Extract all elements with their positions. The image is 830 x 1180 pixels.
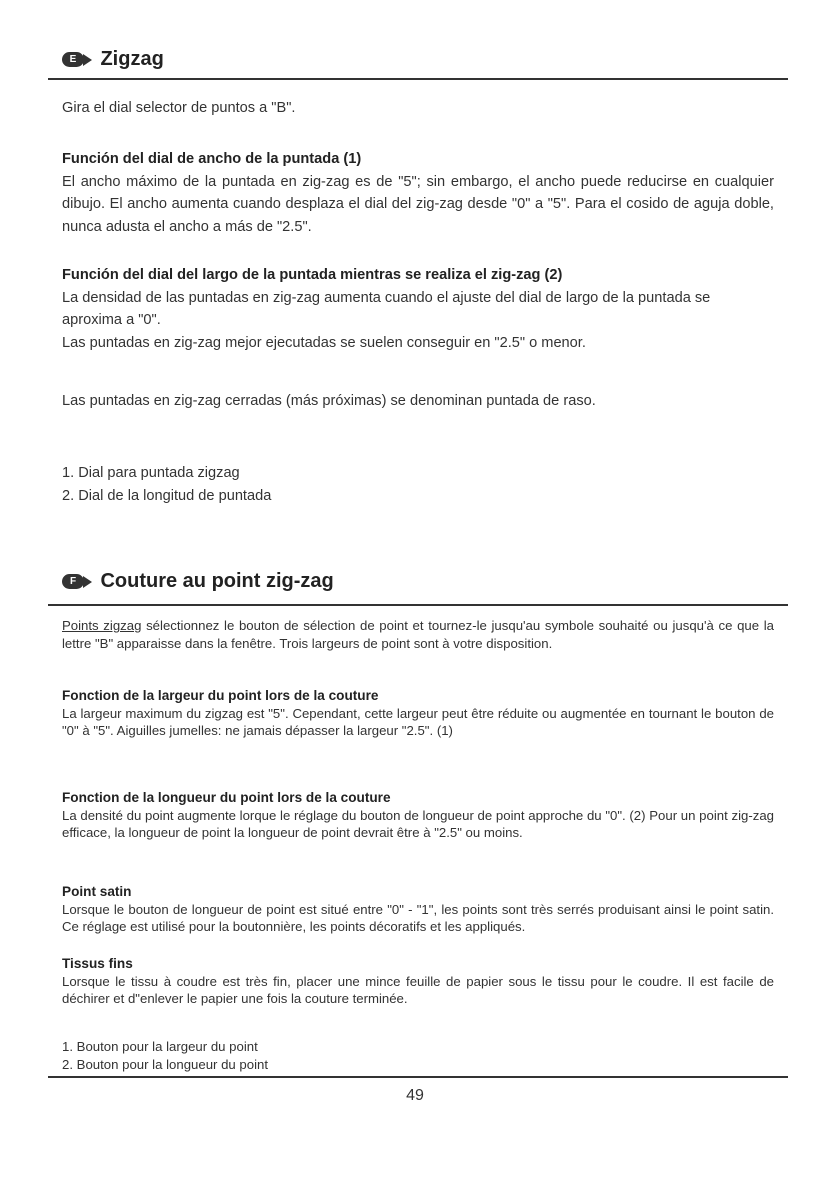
french-width-heading: Fonction de la largeur du point lors de la couture bbox=[62, 688, 379, 703]
legend-item: 1. Bouton pour la largeur du point bbox=[62, 1039, 258, 1054]
french-fine-block bbox=[62, 955, 774, 1008]
language-badge-e-icon: E bbox=[62, 52, 84, 67]
french-satin-text: Lorsque le bouton de longueur de point est situé entre "0" - "1", les points sont très serrés produisant ainsi le point satin. Ce réglage est utilisé pour la boutonnière, les points décoratifs et les appliqués. bbox=[62, 901, 774, 934]
spanish-intro bbox=[62, 97, 774, 120]
spanish-legend bbox=[62, 462, 774, 507]
footer-divider bbox=[48, 1076, 788, 1078]
section-title-zigzag: Zigzag bbox=[100, 48, 164, 70]
language-badge-f-icon: F bbox=[62, 574, 84, 589]
spanish-width-heading: Función del dial de ancho de la puntada (1) bbox=[62, 151, 362, 167]
french-width-text: La largeur maximum du zigzag est "5". Cependant, cette largeur peut être réduite ou augmentée en tournant le bouton de "0" à "5". Aiguilles jumelles: ne jamais dépasser la largeur "2.5". (1) bbox=[62, 705, 774, 738]
french-satin-block bbox=[62, 883, 774, 936]
french-fine-heading: Tissus fins bbox=[62, 956, 133, 971]
french-intro-text: sélectionnez le bouton de sélection de point et tournez-le jusqu'au symbole souhaité ou jusqu'à ce que la lettre "B" apparaisse dans la fenêtre. Trois largeurs de point sont à votre disposition. bbox=[62, 618, 774, 651]
section-title-couture: Couture au point zig-zag bbox=[100, 570, 334, 592]
points-zigzag-link: Points zigzag bbox=[62, 618, 142, 633]
spanish-width-block bbox=[62, 148, 774, 238]
french-fine-text: Lorsque le tissu à coudre est très fin, placer une mince feuille de papier sous le tissu pour le coudre. Il est facile de déchirer et d"enlever le papier une fois la couture terminée. bbox=[62, 973, 774, 1006]
french-intro bbox=[62, 617, 774, 652]
spanish-length-heading: Función del dial del largo de la puntada mientras se realiza el zig-zag (2) bbox=[62, 267, 563, 283]
page-number: 49 bbox=[406, 1087, 424, 1104]
french-width-block bbox=[62, 687, 774, 740]
legend-item: 1. Dial para puntada zigzag bbox=[62, 465, 240, 481]
spanish-width-text: El ancho máximo de la puntada en zig-zag es de "5"; sin embargo, el ancho puede reducirse en cualquier dibujo. El ancho aumenta cuando desplaza el dial del zig-zag desde "0" a "5". Para el cosido de aguja doble, nunca adusta el ancho a más de "2.5". bbox=[62, 173, 774, 235]
french-satin-heading: Point satin bbox=[62, 884, 132, 899]
spanish-length-text-2: Las puntadas en zig-zag mejor ejecutadas se suelen conseguir en "2.5" o menor. bbox=[62, 334, 586, 351]
spanish-satin-text: Las puntadas en zig-zag cerradas (más próximas) se denominan puntada de raso. bbox=[62, 393, 596, 409]
french-legend bbox=[62, 1038, 774, 1073]
section-header-french bbox=[48, 570, 788, 606]
legend-item: 2. Bouton pour la longueur du point bbox=[62, 1056, 269, 1072]
french-length-heading: Fonction de la longueur du point lors de la couture bbox=[62, 790, 391, 805]
spanish-length-block bbox=[62, 264, 774, 354]
french-length-block bbox=[62, 789, 774, 842]
spanish-length-text-1: La densidad de las puntadas en zig-zag aumenta cuando el ajuste del dial de largo de la puntada se aproxima a "0". bbox=[62, 289, 711, 328]
french-length-text: La densité du point augmente lorque le réglage du bouton de longueur de point approche du "0". (2) Pour un point zig-zag efficace, la longueur de point la longueur de point devrait être à "2.5" ou moins. bbox=[62, 807, 774, 840]
legend-item: 2. Dial de la longitud de puntada bbox=[62, 487, 272, 504]
spanish-intro-text: Gira el dial selector de puntos a "B". bbox=[62, 100, 296, 116]
section-header-spanish bbox=[48, 48, 788, 80]
spanish-satin-block bbox=[62, 390, 774, 413]
